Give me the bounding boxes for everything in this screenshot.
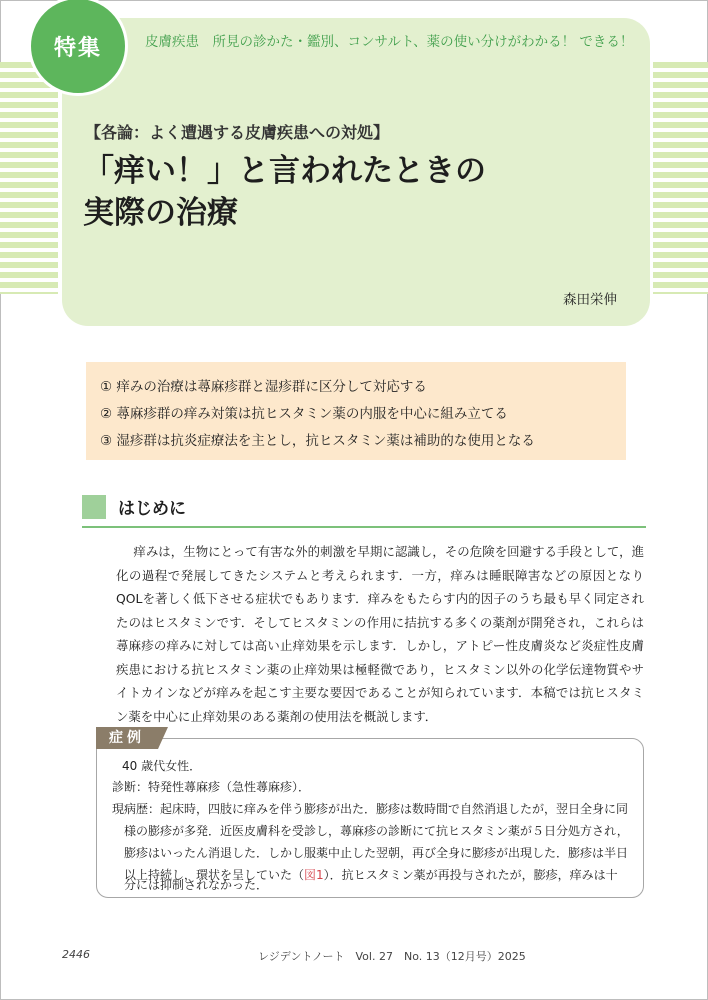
- case-history-line2: 様の膨疹が多発．近医皮膚科を受診し，蕁麻疹の診断にて抗ヒスタミン薬が５日分処方され，: [124, 824, 629, 838]
- article-title-line1: 「痒い！」と言われたときの: [83, 153, 486, 189]
- case-diagnosis: 診断：特発性蕁麻疹（急性蕁麻疹）．: [112, 780, 311, 794]
- key-point-1: ① 痒みの治療は蕁麻疹群と湿疹群に区分して対応する: [100, 379, 427, 395]
- case-history-line1: 現病歴：起床時，四肢に痒みを伴う膨疹が出た．膨疹は数時間で自然消退したが，翌日全身に同: [112, 802, 629, 816]
- case-history-line4-b: ）．抗ヒスタミン薬が再投与されたが，膨疹，痒みは十: [323, 868, 618, 882]
- key-point-3: ③ 湿疹群は抗炎症療法を主とし，抗ヒスタミン薬は補助的な使用となる: [100, 433, 535, 449]
- article-title: [83, 150, 486, 234]
- key-points-box: [86, 362, 626, 460]
- section-divider: [82, 526, 646, 528]
- author-name: 森田栄伸: [563, 292, 617, 308]
- case-history-line4-a: 以上持続し，環状を呈していた（: [124, 868, 305, 882]
- figure-1-link[interactable]: 図1: [304, 868, 324, 882]
- section-kicker: 【各論：よく遭遇する皮膚疾患への対処】: [85, 123, 390, 142]
- section-heading: はじめに: [118, 499, 186, 519]
- decorative-stripes-left: [0, 62, 58, 294]
- decorative-stripes-right: [653, 62, 708, 294]
- feature-subtitle: 皮膚疾患 所見の診かた・鑑別、コンサルト、薬の使い分けがわかる！ できる！: [145, 34, 634, 50]
- case-history-line5: 分には抑制されなかった．: [124, 878, 269, 892]
- page-number: 2446: [62, 948, 90, 961]
- article-title-line2: 実際の治療: [83, 195, 238, 231]
- key-point-2: ② 蕁麻疹群の痒み対策は抗ヒスタミン薬の内服を中心に組み立てる: [100, 406, 508, 422]
- feature-badge: 特集: [28, 0, 128, 96]
- section-marker-square: [82, 495, 106, 519]
- intro-paragraph: 痒みは，生物にとって有害な外的刺激を早期に認識し，その危険を回避する手段として，進化の過程で発展してきたシステムと考えられます．一方，痒みは睡眠障害などの原因となりQOLを著しく低下させる症状でもあります．痒みをもたらす内的因子のうち最も早く同定されたのはヒスタミンです．そしてヒスタミンの作用に拮抗する多くの薬剤が開発され，これらは蕁麻疹の痒みに対しては高い止痒効果を示します．しかし，アトピー性皮膚炎など炎症性皮膚疾患における抗ヒスタミン薬の止痒効果は極軽微であり，ヒスタミン以外の化学伝達物質やサイトカインなどが痒みを起こす主要な要因であることが知られています．本稿では抗ヒスタミン薬を中心に止痒効果のある薬剤の使用法を概説します．: [116, 544, 644, 724]
- case-patient: 40 歳代女性．: [122, 759, 202, 773]
- case-history-line3: 膨疹はいったん消退した．しかし服薬中止した翌朝，再び全身に膨疹が出現した．膨疹は半日: [124, 846, 629, 860]
- case-tab: 症例: [96, 727, 158, 749]
- journal-footer: レジデントノート Vol. 27 No. 13（12月号）2025: [258, 950, 526, 963]
